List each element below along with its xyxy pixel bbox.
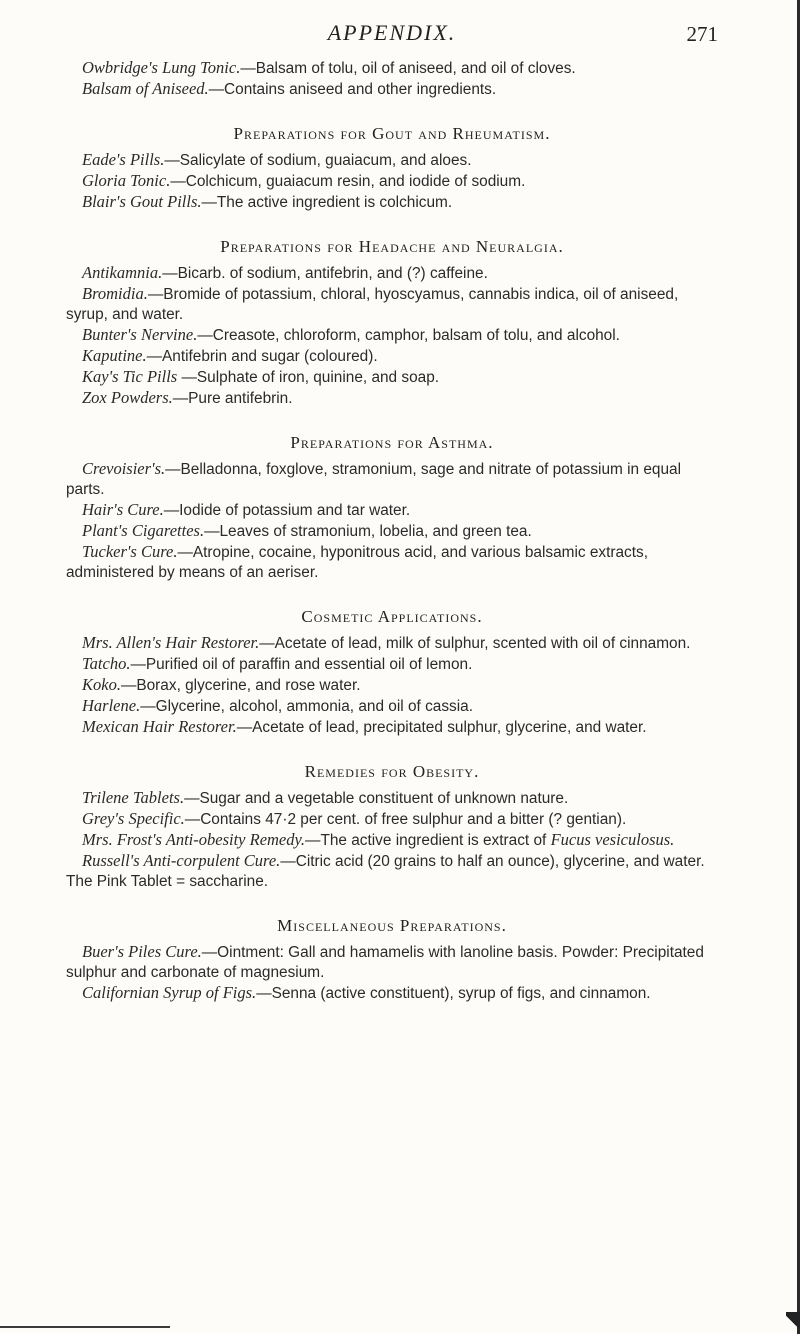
entry-text: Creasote, chloroform, camphor, balsam of tolu, and alcohol.	[212, 327, 620, 344]
entry-name: Hair's Cure.	[82, 500, 164, 519]
entry: Tatcho.—Purified oil of paraffin and essential oil of lemon.	[82, 654, 473, 673]
entry-name: Buer's Piles Cure.	[82, 942, 202, 961]
entry-text: Pure antifebrin.	[188, 390, 293, 407]
entry-text: Contains 47·2 per cent. of free sulphur and a bitter (? gentian).	[200, 811, 627, 828]
entry-name: Trilene Tablets.	[82, 788, 185, 807]
entry: Plant's Cigarettes.—Leaves of stramonium, lobelia, and green tea.	[82, 521, 532, 540]
entry: Tucker's Cure.—Atropine, cocaine, hyponitrous acid, and various balsamic extracts, administered by means of an aeriser.	[66, 542, 649, 581]
entry-text: Antifebrin and sugar (coloured).	[162, 348, 378, 365]
entry: Zox Powders.—Pure antifebrin.	[82, 388, 293, 407]
section-heading: Preparations for Headache and Neuralgia.	[220, 237, 564, 256]
entry-text: Bromide of potassium, chloral, hyoscyamus, cannabis indica, oil of aniseed, syrup, and water.	[66, 286, 679, 323]
entry-name: Bromidia.	[82, 284, 148, 303]
entry: Grey's Specific.—Contains 47·2 per cent. of free sulphur and a bitter (? gentian).	[82, 809, 627, 828]
entry-text: The active ingredient is colchicum.	[216, 194, 453, 211]
entry: Kay's Tic Pills —Sulphate of iron, quinine, and soap.	[82, 367, 440, 386]
entry-name: Mrs. Frost's Anti-obesity Remedy.	[82, 830, 306, 849]
entry-name: Californian Syrup of Figs.	[82, 983, 257, 1002]
section-heading: Preparations for Gout and Rheumatism.	[233, 124, 551, 143]
entry: Mrs. Frost's Anti-obesity Remedy.—The active ingredient is extract of Fucus vesiculosus.	[82, 830, 675, 849]
entry-name: Plant's Cigarettes.	[82, 521, 205, 540]
entry-text: Senna (active constituent), syrup of figs, and cinnamon.	[271, 985, 651, 1002]
page-header	[66, 16, 718, 56]
entry-name: Russell's Anti-corpulent Cure.	[82, 851, 281, 870]
entry: Gloria Tonic.—Colchicum, guaiacum resin, and iodide of sodium.	[82, 171, 526, 190]
section-cosmetic	[66, 607, 718, 738]
entry: Blair's Gout Pills.—The active ingredient is colchicum.	[82, 192, 453, 211]
entry-text: Balsam of tolu, oil of aniseed, and oil of cloves.	[255, 60, 576, 77]
entry: Owbridge's Lung Tonic.—Balsam of tolu, oil of aniseed, and oil of cloves.	[82, 58, 576, 77]
entry-name: Koko.	[82, 675, 121, 694]
entry-text: Atropine, cocaine, hyponitrous acid, and various balsamic extracts, administered by means of an aeriser.	[66, 544, 649, 581]
entry-text: Contains aniseed and other ingredients.	[224, 81, 497, 98]
entry-name: Grey's Specific.	[82, 809, 185, 828]
section-continuation	[66, 58, 718, 100]
entry-name: Tucker's Cure.	[82, 542, 178, 561]
section-heading: Remedies for Obesity.	[304, 762, 480, 781]
section-heading: Cosmetic Applications.	[301, 607, 483, 626]
entry: Californian Syrup of Figs.—Senna (active constituent), syrup of figs, and cinnamon.	[82, 983, 651, 1002]
entry: Bunter's Nervine.—Creasote, chloroform, camphor, balsam of tolu, and alcohol.	[82, 325, 620, 344]
entry-name: Mrs. Allen's Hair Restorer.	[82, 633, 260, 652]
section-headache	[66, 237, 718, 409]
entry: Eade's Pills.—Salicylate of sodium, guaiacum, and aloes.	[82, 150, 472, 169]
entry: Antikamnia.—Bicarb. of sodium, antifebrin, and (?) caffeine.	[82, 263, 488, 282]
entry: Kaputine.—Antifebrin and sugar (coloured).	[82, 346, 378, 365]
entry-text: Salicylate of sodium, guaiacum, and aloes.	[179, 152, 472, 169]
entry-name: Kay's Tic Pills	[82, 367, 178, 386]
entry-name: Blair's Gout Pills.	[82, 192, 202, 211]
entry-text: Ointment: Gall and hamamelis with lanoline basis. Powder: Precipitated sulphur and carbonate of magnesium.	[66, 944, 704, 981]
section-heading: Miscellaneous Preparations.	[277, 916, 507, 935]
entry-text: Acetate of lead, precipitated sulphur, glycerine, and water.	[252, 719, 647, 736]
entry: Hair's Cure.—Iodide of potassium and tar water.	[82, 500, 411, 519]
entry-text: Belladonna, foxglove, stramonium, sage and nitrate of potassium in equal parts.	[66, 461, 682, 498]
entry-text: Iodide of potassium and tar water.	[179, 502, 411, 519]
page-edge-corner	[786, 1312, 800, 1334]
entry-text: Colchicum, guaiacum resin, and iodide of sodium.	[185, 173, 526, 190]
entry-name: Harlene.	[82, 696, 141, 715]
entry-name: Tatcho.	[82, 654, 131, 673]
entry-name: Kaputine.	[82, 346, 147, 365]
entry-name: Gloria Tonic.	[82, 171, 171, 190]
scan-bottom-line	[0, 1326, 170, 1328]
entry-text: Bicarb. of sodium, antifebrin, and (?) caffeine.	[177, 265, 488, 282]
entry-text: Sulphate of iron, quinine, and soap.	[196, 369, 440, 386]
entry-text: Borax, glycerine, and rose water.	[136, 677, 361, 694]
entry: Mexican Hair Restorer.—Acetate of lead, precipitated sulphur, glycerine, and water.	[82, 717, 647, 736]
page-number: 271	[686, 22, 718, 46]
entry: Russell's Anti-corpulent Cure.—Citric acid (20 grains to half an ounce), glycerine, and water. The Pink Tablet = saccharine.	[66, 851, 705, 890]
entry-text: Purified oil of paraffin and essential oil of lemon.	[145, 656, 473, 673]
entry-text-italic: Fucus vesiculosus.	[550, 830, 675, 849]
section-gout	[66, 124, 718, 213]
section-obesity	[66, 762, 718, 892]
entry: Crevoisier's.—Belladonna, foxglove, stramonium, sage and nitrate of potassium in equal parts.	[66, 459, 682, 498]
entry: Balsam of Aniseed.—Contains aniseed and other ingredients.	[82, 79, 497, 98]
entry: Harlene.—Glycerine, alcohol, ammonia, and oil of cassia.	[82, 696, 473, 715]
entry-name: Antikamnia.	[82, 263, 163, 282]
entry-text: Sugar and a vegetable constituent of unknown nature.	[199, 790, 569, 807]
entry: Bromidia.—Bromide of potassium, chloral, hyoscyamus, cannabis indica, oil of aniseed, syrup, and water.	[66, 284, 679, 323]
entry-name: Mexican Hair Restorer.	[82, 717, 237, 736]
entry: Trilene Tablets.—Sugar and a vegetable constituent of unknown nature.	[82, 788, 569, 807]
entry-name: Bunter's Nervine.	[82, 325, 198, 344]
entry-text: Acetate of lead, milk of sulphur, scented with oil of cinnamon.	[274, 635, 691, 652]
entry-name: Eade's Pills.	[82, 150, 165, 169]
entry-text: The active ingredient is extract of	[320, 832, 547, 849]
entry-text: Leaves of stramonium, lobelia, and green tea.	[219, 523, 532, 540]
section-miscellaneous	[66, 916, 718, 1004]
entry-text: Citric acid (20 grains to half an ounce), glycerine, and water. The Pink Tablet = saccharine.	[66, 853, 705, 890]
running-head: APPENDIX.	[327, 20, 457, 45]
entry-name: Zox Powders.	[82, 388, 173, 407]
entry: Koko.—Borax, glycerine, and rose water.	[82, 675, 361, 694]
entry-name: Crevoisier's.	[82, 459, 166, 478]
section-asthma	[66, 433, 718, 583]
entry: Buer's Piles Cure.—Ointment: Gall and hamamelis with lanoline basis. Powder: Precipitated sulphur and carbonate of magnesium.	[66, 942, 704, 981]
page-content	[66, 58, 718, 1004]
entry-name: Owbridge's Lung Tonic.	[82, 58, 241, 77]
section-heading: Preparations for Asthma.	[290, 433, 494, 452]
entry-name: Balsam of Aniseed.	[82, 79, 209, 98]
entry-text: Glycerine, alcohol, ammonia, and oil of cassia.	[155, 698, 473, 715]
entry: Mrs. Allen's Hair Restorer.—Acetate of lead, milk of sulphur, scented with oil of cinnamon.	[82, 633, 691, 652]
